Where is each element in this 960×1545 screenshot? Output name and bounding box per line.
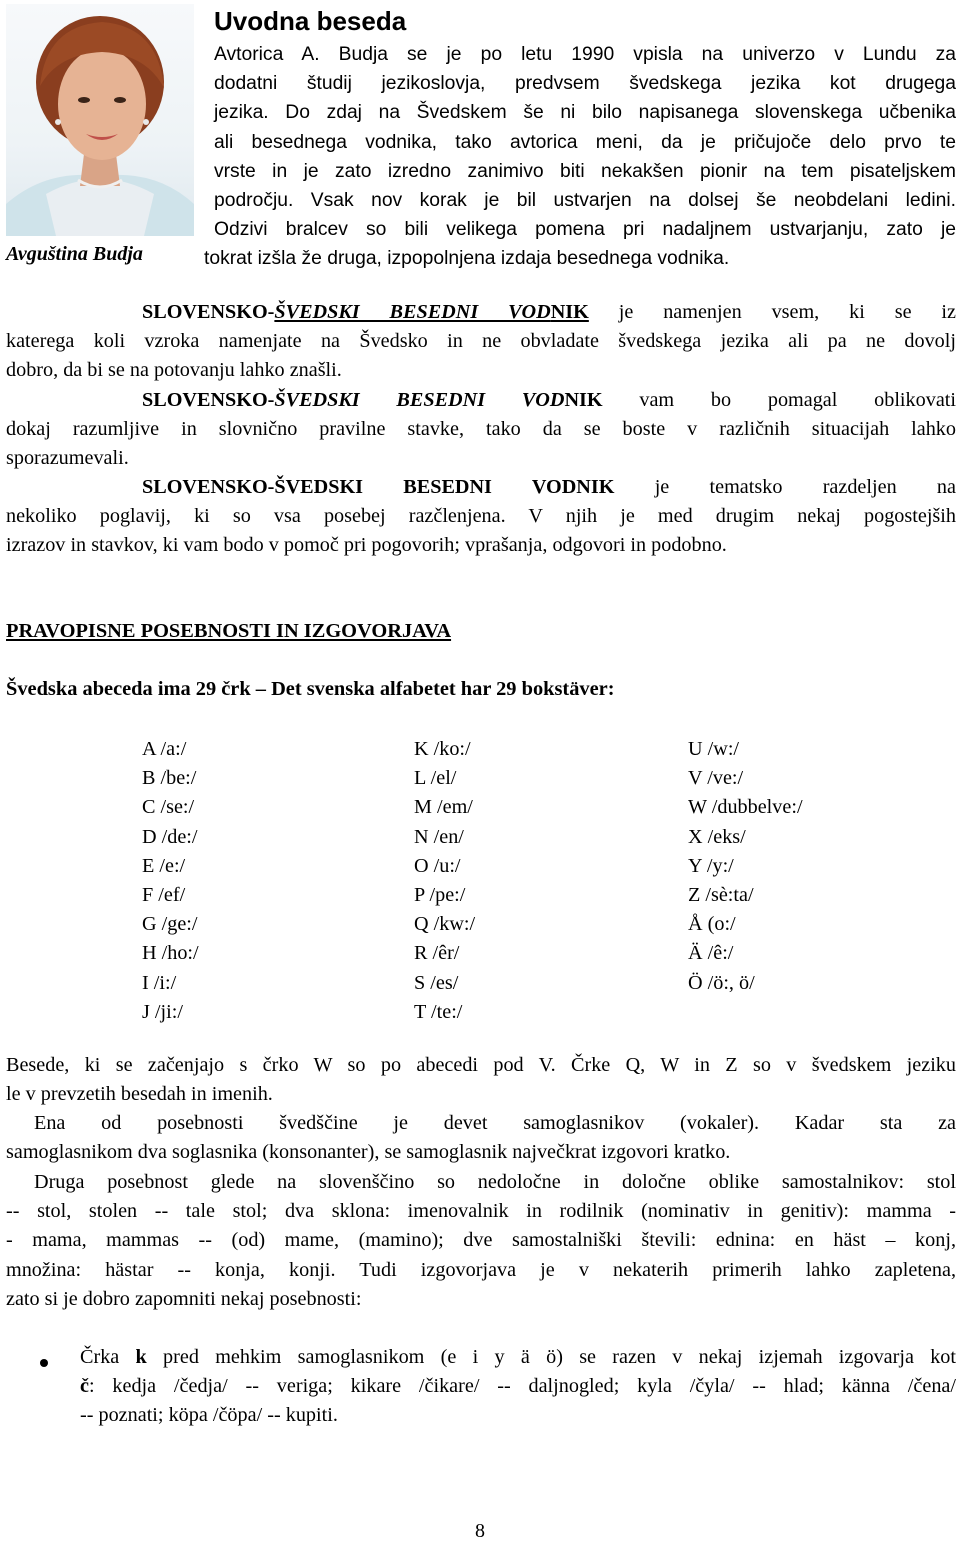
alphabet-column-1 xyxy=(142,735,199,1027)
book-title: SLOVENSKO- xyxy=(142,301,275,323)
alphabet-column-3 xyxy=(688,735,803,998)
intro-line: vrste in je zato izredno zanimivo biti nekakšen pionir na tem pisateljskem xyxy=(214,160,956,182)
paragraph-purpose xyxy=(6,298,956,386)
alphabet-letter: Y /y:/ xyxy=(688,854,734,877)
bullet-line xyxy=(80,1343,956,1372)
paragraph-line: samoglasnikom dva soglasnika (konsonanter), se samoglasnik največkrat izgovori kratko. xyxy=(6,1141,731,1164)
alphabet-letter: N /en/ xyxy=(414,825,464,848)
intro-line: ali besednega vodnika, tako avtorica meni, da je pričujoče delo prvo te xyxy=(214,131,956,153)
paragraph-text: je namenjen vsem, ki se iz xyxy=(588,301,956,323)
paragraph-letters-w xyxy=(6,1051,956,1109)
paragraph-line: - mama, mammas -- (od) mame, (mamino); dve samostalniški števili: ednina: en häst – konj, xyxy=(6,1229,956,1252)
alphabet-letter: E /e:/ xyxy=(142,854,186,877)
paragraph-line: Ena od posebnosti švedščine je devet samoglasnikov (vokaler). Kadar sta za xyxy=(34,1112,956,1134)
alphabet-letter: V /ve:/ xyxy=(688,767,744,790)
bullet-text: : kedja /čedja/ -- veriga; kikare /čikare/ -- daljnogled; kyla /čyla/ -- hlad; känna /čena/ xyxy=(88,1375,956,1398)
intro-line: dodatni študij jezikoslovja, predvsem švedskega jezika kot drugega xyxy=(214,73,956,95)
paragraph-text: je tematsko razdeljen na xyxy=(614,476,956,498)
alphabet-letter: C /se:/ xyxy=(142,796,195,819)
alphabet-letter: P /pe:/ xyxy=(414,883,466,906)
alphabet-column-2 xyxy=(414,735,475,1027)
intro-paragraph xyxy=(204,40,956,274)
paragraph-line xyxy=(6,386,956,415)
alphabet-letter: M /em/ xyxy=(414,796,473,819)
alphabet-letter: Z /sè:ta/ xyxy=(688,883,754,906)
paragraph-line: nekoliko poglavij, ki so vsa posebej razčlenjena. V njih je med drugim nekaj pogostejših xyxy=(6,505,956,528)
book-title: ŠVEDSKI BESEDNI VOD xyxy=(274,301,551,323)
alphabet-letter: B /be:/ xyxy=(142,767,197,790)
paragraph-text: vam bo pomagal oblikovati xyxy=(602,389,957,411)
alphabet-letter: K /ko:/ xyxy=(414,738,471,760)
paragraph-line: -- stol, stolen -- tale stol; dva sklona: imenovalnik in rodilnik (nominativ in genitiv): mamma - xyxy=(6,1200,956,1223)
alphabet-letter: T /te:/ xyxy=(414,1000,463,1023)
bullet-icon xyxy=(40,1349,56,1367)
paragraph-line: le v prevzetih besedah in imenih. xyxy=(6,1083,273,1106)
alphabet-letter: W /dubbelve:/ xyxy=(688,796,803,819)
intro-line: področju. Vsak nov korak je bil ustvarjen na dolsej še neobdelani ledini. xyxy=(214,190,956,212)
bullet-bold: k xyxy=(135,1346,147,1368)
book-title: NIK xyxy=(550,301,589,323)
alphabet-letter: X /eks/ xyxy=(688,825,746,848)
paragraph-nouns xyxy=(6,1168,956,1314)
alphabet-letter: R /êr/ xyxy=(414,942,460,965)
alphabet-heading: Švedska abeceda ima 29 črk – Det svenska alfabetet har 29 bokstäver: xyxy=(6,678,615,700)
intro-line: tokrat izšla že druga, izpopolnjena izdaja besednega vodnika. xyxy=(204,248,730,270)
alphabet-letter: H /ho:/ xyxy=(142,942,199,965)
intro-line: Odzivi bralcev so bili velikega pomena pri nadaljnem ustvarjanju, zato je xyxy=(214,219,956,241)
alphabet-letter: F /ef/ xyxy=(142,883,186,906)
bullet-bold: č xyxy=(80,1375,89,1398)
intro-line: jezika. Do zdaj na Švedskem še ni bilo napisanega slovenskega učbenika xyxy=(214,102,956,124)
photo-caption: Avguština Budja xyxy=(6,243,143,265)
alphabet-letter: D /de:/ xyxy=(142,825,198,848)
alphabet-letter: Q /kw:/ xyxy=(414,913,476,936)
alphabet-letter: U /w:/ xyxy=(688,738,740,760)
alphabet-letter: I /i:/ xyxy=(142,971,177,994)
paragraph-line: dokaj razumljive in slovnično pravilne stavke, tako da se boste v različnih situacijah lahko xyxy=(6,418,956,441)
page-number: 8 xyxy=(475,1520,485,1542)
alphabet-letter: L /el/ xyxy=(414,767,457,790)
paragraph-line xyxy=(6,298,956,327)
book-title: SLOVENSKO- xyxy=(142,389,275,411)
bullet-text: pred mehkim samoglasnikom (e i y ä ö) se razen v nekaj izjemah izgovarja kot xyxy=(146,1346,956,1368)
bullet-line: -- poznati; köpa /čöpa/ -- kupiti. xyxy=(80,1404,338,1427)
alphabet-letter: Ä /ê:/ xyxy=(688,942,734,965)
paragraph-line: množina: hästar -- konja, konji. Tudi izgovorjava je v nekaterih primerih lahko zapletena, xyxy=(6,1258,956,1281)
paragraph-line: Druga posebnost glede na slovenščino so nedoločne in določne oblike samostalnikov: stol xyxy=(34,1171,956,1193)
bullet-line xyxy=(80,1372,956,1401)
bullet-text: Črka xyxy=(80,1346,136,1368)
book-title: ŠVEDSKI BESEDNI VOD xyxy=(274,389,565,411)
book-title: NIK xyxy=(564,389,603,411)
alphabet-letter: Ö /ö:, ö/ xyxy=(688,971,755,994)
paragraph-line: Besede, ki se začenjajo s črko W so po abecedi pod V. Črke Q, W in Z so v švedskem jeziku xyxy=(6,1054,956,1076)
alphabet-letter: O /u:/ xyxy=(414,854,461,877)
paragraph-line: katerega koli vzroka namenjate na Švedsko in ne obvladate švedskega jezika ali pa ne dovolj xyxy=(6,330,956,353)
paragraph-structure xyxy=(6,473,956,561)
section-heading: PRAVOPISNE POSEBNOSTI IN IZGOVORJAVA xyxy=(6,620,452,642)
alphabet-letter: S /es/ xyxy=(414,971,459,994)
alphabet-letter: G /ge:/ xyxy=(142,913,198,936)
alphabet-letter: A /a:/ xyxy=(142,738,187,760)
paragraph-help xyxy=(6,386,956,474)
alphabet-letter: J /ji:/ xyxy=(142,1000,183,1023)
bullet-item xyxy=(80,1343,956,1431)
paragraph-line: izrazov in stavkov, ki vam bodo v pomoč pri pogovorih; vprašanja, odgovori in podobno. xyxy=(6,534,727,557)
book-title: SLOVENSKO-ŠVEDSKI BESEDNI VODNIK xyxy=(142,476,615,498)
alphabet-letter: Å (o:/ xyxy=(688,913,736,936)
intro-line: Avtorica A. Budja se je po letu 1990 vpisla na univerzo v Lundu za xyxy=(214,44,956,65)
page-title: Uvodna beseda xyxy=(214,6,407,36)
paragraph-vowels xyxy=(6,1109,956,1167)
paragraph-line: dobro, da bi se na potovanju lahko znašli. xyxy=(6,359,342,382)
paragraph-line: zato si je dobro zapomniti nekaj posebnosti: xyxy=(6,1287,362,1310)
paragraph-line: sporazumevali. xyxy=(6,447,129,470)
author-photo xyxy=(6,4,194,236)
paragraph-line xyxy=(6,473,956,502)
